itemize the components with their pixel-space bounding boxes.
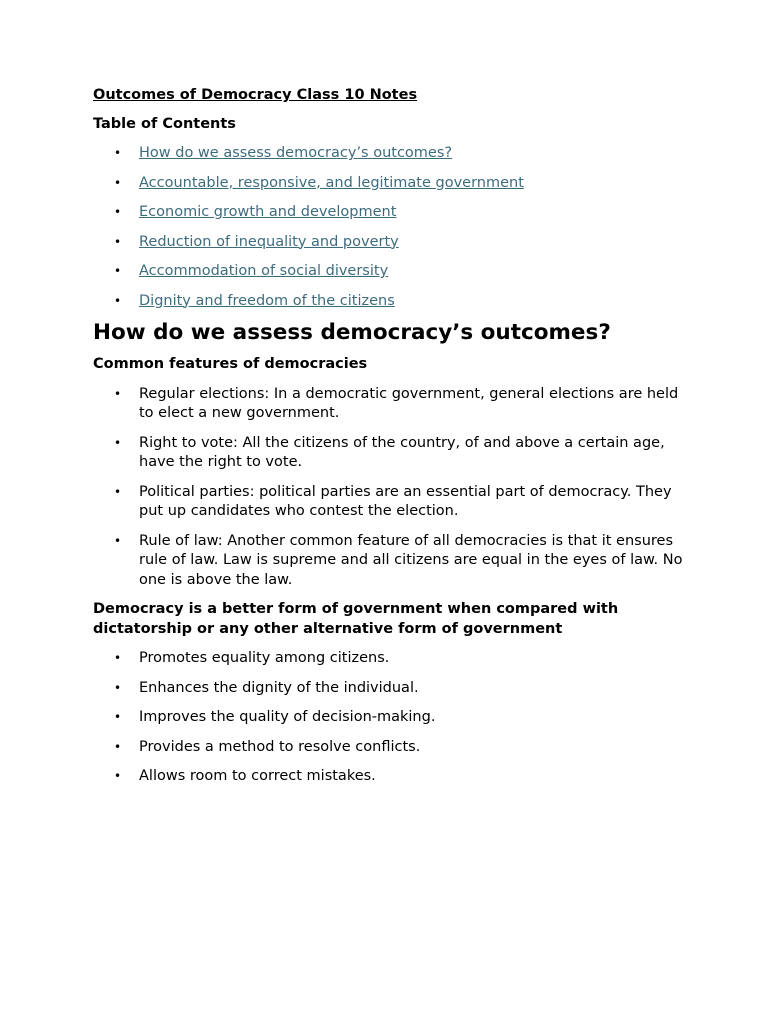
toc-link-dignity-freedom[interactable]: Dignity and freedom of the citizens	[139, 292, 395, 309]
toc-item	[93, 203, 693, 223]
comparison-heading: Democracy is a better form of government when compared with dictatorship or any other alternative form of government	[93, 601, 619, 637]
benefits-list	[93, 649, 693, 787]
toc-item	[93, 262, 693, 282]
toc-heading: Table of Contents	[93, 116, 236, 132]
list-item: • Political parties: political parties are an essential part of democracy. They put up candidates who contest the election.	[93, 483, 693, 522]
document-page	[93, 86, 693, 797]
toc-link-reduction-inequality[interactable]: Reduction of inequality and poverty	[139, 233, 399, 250]
table-of-contents	[93, 144, 693, 311]
toc-link-economic-growth[interactable]: Economic growth and development	[139, 204, 397, 220]
toc-item	[93, 292, 693, 312]
list-item: • Enhances the dignity of the individual.	[93, 679, 693, 699]
toc-item	[93, 174, 693, 194]
toc-item	[93, 233, 693, 253]
toc-link-social-diversity[interactable]: Accommodation of social diversity	[139, 263, 389, 279]
toc-link-assess-outcomes[interactable]: How do we assess democracy’s outcomes?	[139, 145, 453, 161]
toc-link-accountable-government[interactable]: Accountable, responsive, and legitimate government	[139, 174, 524, 191]
list-item: • Provides a method to resolve conflicts.	[93, 738, 693, 758]
list-item: • Promotes equality among citizens.	[93, 649, 693, 669]
list-item: • Right to vote: All the citizens of the country, of and above a certain age, have the right to vote.	[93, 434, 693, 473]
list-item: • Rule of law: Another common feature of all democracies is that it ensures rule of law. Law is supreme and all citizens are equal in the eyes of law. No one is above the law.	[93, 532, 693, 591]
section-heading: How do we assess democracy’s outcomes?	[93, 320, 611, 345]
document-title: Outcomes of Democracy Class 10 Notes	[93, 87, 418, 103]
list-item: • Improves the quality of decision-making.	[93, 708, 693, 728]
list-item: • Allows room to correct mistakes.	[93, 767, 693, 787]
toc-item	[93, 144, 693, 164]
features-list	[93, 385, 693, 591]
list-item: • Regular elections: In a democratic government, general elections are held to elect a new government.	[93, 385, 693, 424]
features-heading: Common features of democracies	[93, 356, 368, 372]
